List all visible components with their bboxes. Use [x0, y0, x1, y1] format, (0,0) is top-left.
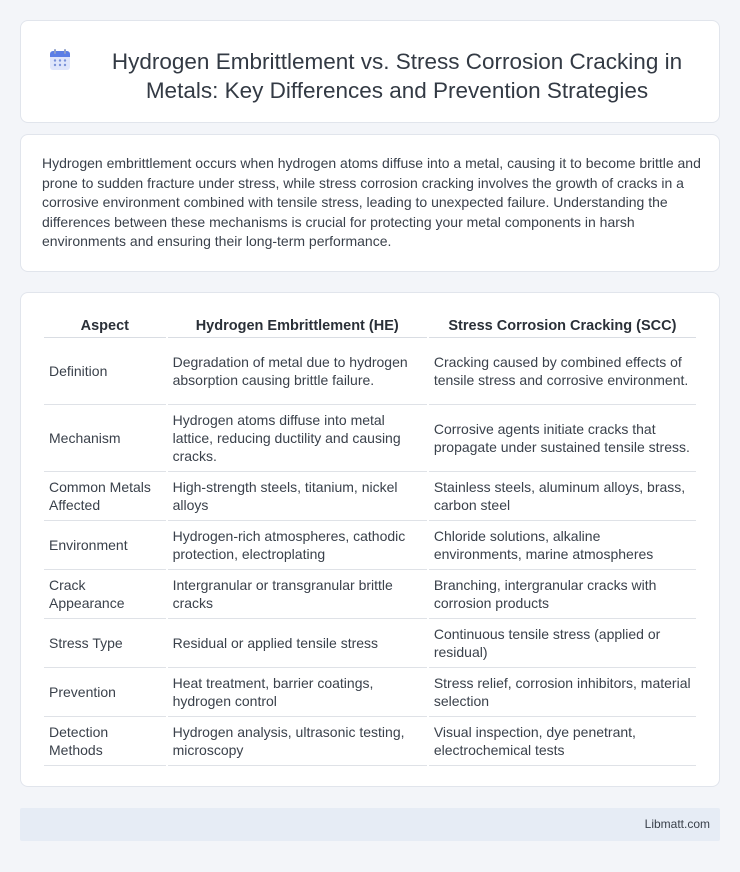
- table-row: [44, 717, 696, 766]
- cell-he: High-strength steels, titanium, nickel alloys: [168, 472, 427, 521]
- cell-he: Residual or applied tensile stress: [168, 619, 427, 668]
- header-scc: Stress Corrosion Cracking (SCC): [429, 315, 696, 338]
- cell-aspect: Common Metals Affected: [44, 472, 166, 521]
- title-card: [20, 20, 720, 123]
- cell-scc: Corrosive agents initiate cracks that propagate under sustained tensile stress.: [429, 405, 696, 472]
- footer: [20, 808, 720, 841]
- cell-he: Heat treatment, barrier coatings, hydrogen control: [168, 668, 427, 717]
- intro-text: Hydrogen embrittlement occurs when hydrogen atoms diffuse into a metal, causing it to become brittle and prone to sudden fracture under stress, while stress corrosion cracking involves the growth of cracks in a corrosive environment combined with tensile stress, leading to unexpected failure. Understanding the differences between these mechanisms is crucial for protecting your metal components in harsh environments and ensuring their long-term performance.: [42, 155, 701, 249]
- cell-aspect: Crack Appearance: [44, 570, 166, 619]
- table-row: [44, 405, 696, 472]
- cell-aspect: Stress Type: [44, 619, 166, 668]
- table-header-row: [44, 315, 696, 338]
- comparison-table: [42, 315, 698, 766]
- cell-aspect: Mechanism: [44, 405, 166, 472]
- cell-he: Intergranular or transgranular brittle cracks: [168, 570, 427, 619]
- cell-he: Hydrogen analysis, ultrasonic testing, microscopy: [168, 717, 427, 766]
- cell-scc: Stress relief, corrosion inhibitors, material selection: [429, 668, 696, 717]
- cell-aspect: Definition: [44, 338, 166, 405]
- table-card: [20, 292, 720, 787]
- table-row: [44, 338, 696, 405]
- table-row: [44, 668, 696, 717]
- cell-he: Hydrogen atoms diffuse into metal lattice, reducing ductility and causing cracks.: [168, 405, 427, 472]
- cell-scc: Cracking caused by combined effects of tensile stress and corrosive environment.: [429, 338, 696, 405]
- page-title: Hydrogen Embrittlement vs. Stress Corrosion Cracking in Metals: Key Differences and Prevention Strategies: [111, 49, 683, 103]
- table-row: [44, 619, 696, 668]
- cell-scc: Stainless steels, aluminum alloys, brass, carbon steel: [429, 472, 696, 521]
- table-row: [44, 521, 696, 570]
- cell-aspect: Prevention: [44, 668, 166, 717]
- table-row: [44, 570, 696, 619]
- footer-brand-link[interactable]: Libmatt.com: [644, 817, 710, 831]
- calendar-icon: [48, 48, 72, 72]
- cell-aspect: Environment: [44, 521, 166, 570]
- header-he: Hydrogen Embrittlement (HE): [168, 315, 427, 338]
- cell-scc: Visual inspection, dye penetrant, electrochemical tests: [429, 717, 696, 766]
- table-row: [44, 472, 696, 521]
- cell-scc: Branching, intergranular cracks with corrosion products: [429, 570, 696, 619]
- cell-he: Hydrogen-rich atmospheres, cathodic protection, electroplating: [168, 521, 427, 570]
- cell-scc: Chloride solutions, alkaline environments, marine atmospheres: [429, 521, 696, 570]
- cell-he: Degradation of metal due to hydrogen absorption causing brittle failure.: [168, 338, 427, 405]
- intro-card: [20, 134, 720, 272]
- cell-scc: Continuous tensile stress (applied or residual): [429, 619, 696, 668]
- header-aspect: Aspect: [44, 315, 166, 338]
- cell-aspect: Detection Methods: [44, 717, 166, 766]
